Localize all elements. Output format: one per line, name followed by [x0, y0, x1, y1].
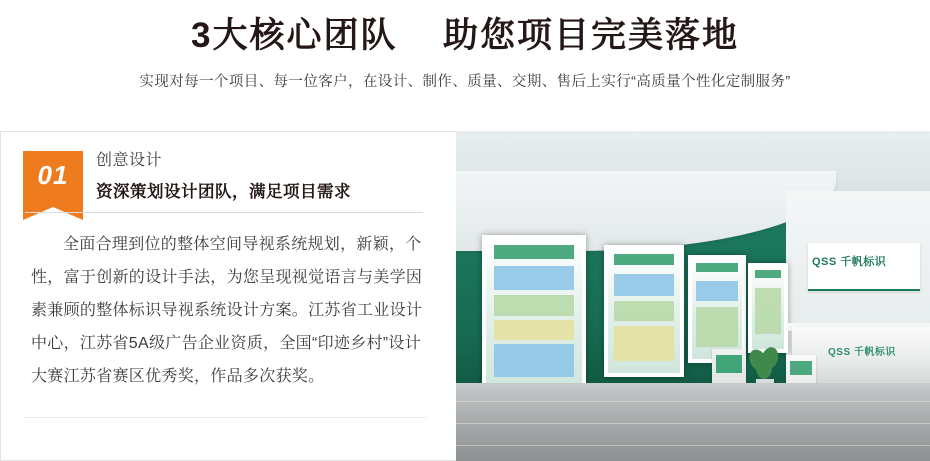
lightbox-row: [696, 307, 738, 347]
plant-leaf: [756, 357, 772, 379]
page-title-part2: 助您项目完美落地: [442, 16, 739, 55]
lightbox-row: [494, 295, 575, 316]
feature-subheading: 资深策划设计团队，满足项目需求: [96, 183, 351, 201]
feature-card: [0, 131, 456, 461]
page-header: [0, 0, 930, 92]
lightbox-inner: [608, 249, 680, 373]
photo-standee-badge: [716, 355, 742, 373]
lightbox-row: [494, 320, 575, 340]
lightbox-row: [614, 301, 675, 321]
card-footer-divider: [23, 417, 427, 418]
lightbox-title-bar: [755, 270, 782, 277]
photo-floor-reflection: [456, 383, 930, 461]
lightbox-row: [494, 266, 575, 290]
lightbox-row: [614, 274, 675, 296]
photo-standee-badge: [790, 361, 812, 375]
photo-wall-logo-text: QSS 千帆标识: [812, 256, 887, 268]
lightbox-title-bar: [614, 254, 675, 265]
content-panel: [0, 131, 930, 461]
lightbox-title-bar: [494, 245, 575, 259]
photo-lightbox-display: [688, 255, 746, 363]
page-title-part1: 3大核心团队: [191, 16, 398, 55]
photo-lightbox-display: [482, 235, 586, 393]
feature-heading: 创意设计: [96, 152, 163, 169]
lightbox-row: [614, 326, 675, 361]
lightbox-row: [494, 344, 575, 377]
lightbox-row: [696, 281, 738, 301]
page-subtitle: 实现对每一个项目、每一位客户，在设计、制作、质量、交期、售后上实行“高质量个性化定制服务”: [139, 74, 791, 90]
feature-body-text: 全面合理到位的整体空间导视系统规划，新颖，个性，富于创新的设计手法，为您呈现视觉语言与美学因素兼顾的整体标识导视系统设计方案。江苏省工业设计中心，江苏省5A级广告企业资质，全国“印迹乡村”设计大赛江苏省赛区优秀奖，作品多次获奖。: [31, 236, 423, 385]
photo-lightbox-display: [748, 263, 788, 353]
page-title: [0, 14, 930, 58]
lightbox-title-bar: [696, 263, 738, 272]
photo-counter-logo-text: QSS 千帆标识: [828, 347, 896, 358]
lightbox-inner: [752, 267, 784, 349]
step-number-badge: 01: [23, 151, 83, 207]
heading-divider: [25, 212, 423, 213]
lightbox-row: [755, 288, 782, 334]
lightbox-inner: [486, 239, 582, 389]
photo-lightbox-display: [604, 245, 684, 377]
showroom-photo: [456, 131, 930, 461]
lightbox-inner: [692, 259, 742, 359]
